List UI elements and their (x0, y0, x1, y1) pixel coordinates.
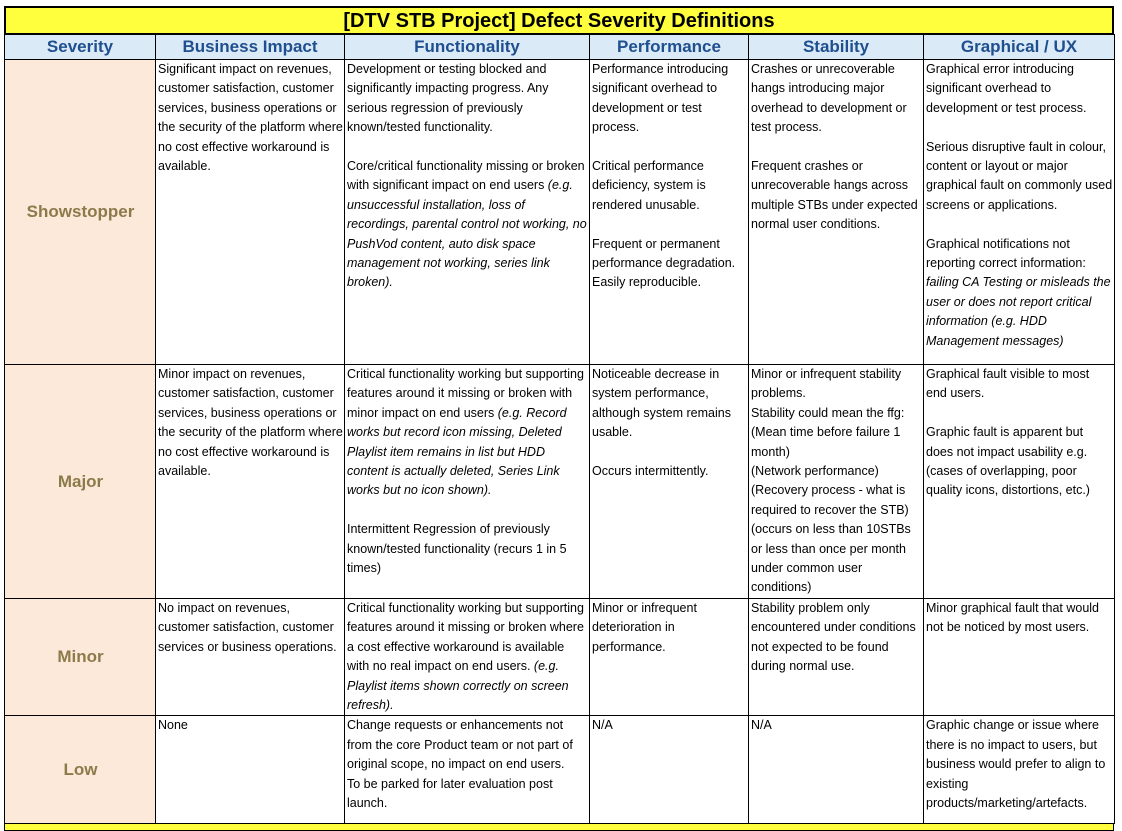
sheet-footer-band (4, 824, 1114, 831)
cell-business-impact: Minor impact on revenues, customer satisfaction, customer services, business operations or the security of the platform where no cost effective workaround is available. (156, 365, 345, 599)
header-graphical-ux: Graphical / UX (924, 35, 1115, 60)
cell-performance: Minor or infrequent deterioration in performance. (590, 598, 749, 715)
cell-stability: N/A (749, 716, 924, 824)
cell-functionality: Change requests or enhancements not from the core Product team or not part of original scope, no impact on end users. To be parked for later evaluation post launch. (345, 716, 590, 824)
severity-low: Low (5, 716, 156, 824)
cell-functionality: Development or testing blocked and significantly impacting progress. Any serious regression of previously known/tested functionality. Core/critical functionality missing or broken with significant impact on end users (e.g. unsuccessful installation, loss of recordings, parental control not working, no PushVod content, auto disk space management not working, series link broken). (345, 60, 590, 365)
row-showstopper (5, 60, 1115, 365)
severity-minor: Minor (5, 598, 156, 715)
cell-functionality: Critical functionality working but supporting features around it missing or broken with minor impact on end users (e.g. Record works but record icon missing, Deleted Playlist item remains in list but HDD content is actually deleted, Series Link works but no icon shown). Intermittent Regression of previously known/tested functionality (recurs 1 in 5 times) (345, 365, 590, 599)
severity-sheet (4, 6, 1114, 831)
cell-business-impact: None (156, 716, 345, 824)
header-functionality: Functionality (345, 35, 590, 60)
header-severity: Severity (5, 35, 156, 60)
cell-performance: Noticeable decrease in system performance, although system remains usable. Occurs intermittently. (590, 365, 749, 599)
cell-stability: Crashes or unrecoverable hangs introducing major overhead to development or test process. Frequent crashes or unrecoverable hangs across multiple STBs under expected normal user conditions. (749, 60, 924, 365)
cell-graphical-ux: Minor graphical fault that would not be noticed by most users. (924, 598, 1115, 715)
cell-performance: N/A (590, 716, 749, 824)
row-major (5, 365, 1115, 599)
cell-functionality: Critical functionality working but supporting features around it missing or broken where a cost effective workaround is available with no real impact on end users. (e.g. Playlist items shown correctly on screen refresh). (345, 598, 590, 715)
row-low (5, 716, 1115, 824)
cell-business-impact: No impact on revenues, customer satisfaction, customer services or business operations. (156, 598, 345, 715)
cell-business-impact: Significant impact on revenues, customer satisfaction, customer services, business operations or the security of the platform where no cost effective workaround is available. (156, 60, 345, 365)
severity-table (4, 34, 1115, 824)
cell-graphical-ux: Graphic change or issue where there is no impact to users, but business would prefer to align to existing products/marketing/artefacts. (924, 716, 1115, 824)
header-row (5, 35, 1115, 60)
header-performance: Performance (590, 35, 749, 60)
cell-stability: Stability problem only encountered under conditions not expected to be found during normal use. (749, 598, 924, 715)
cell-graphical-ux: Graphical error introducing significant overhead to development or test process. Serious disruptive fault in colour, content or layout or major graphical fault on commonly used screens or applications. Graphical notifications not reporting correct information: failing CA Testing or misleads the user or does not report critical information (e.g. HDD Management messages) (924, 60, 1115, 365)
header-business-impact: Business Impact (156, 35, 345, 60)
sheet-title: [DTV STB Project] Defect Severity Definitions (4, 6, 1114, 34)
severity-major: Major (5, 365, 156, 599)
row-minor (5, 598, 1115, 715)
cell-stability: Minor or infrequent stability problems. Stability could mean the ffg: (Mean time before failure 1 month) (Network performance) (Recovery process - what is required to recover the STB) (occurs on less than 10STBs or less than once per month under common user conditions) (749, 365, 924, 599)
cell-performance: Performance introducing significant overhead to development or test process. Critical performance deficiency, system is rendered unusable. Frequent or permanent performance degradation. Easily reproducible. (590, 60, 749, 365)
header-stability: Stability (749, 35, 924, 60)
severity-showstopper: Showstopper (5, 60, 156, 365)
cell-graphical-ux: Graphical fault visible to most end users. Graphic fault is apparent but does not impact usability e.g. (cases of overlapping, poor quality icons, distortions, etc.) (924, 365, 1115, 599)
